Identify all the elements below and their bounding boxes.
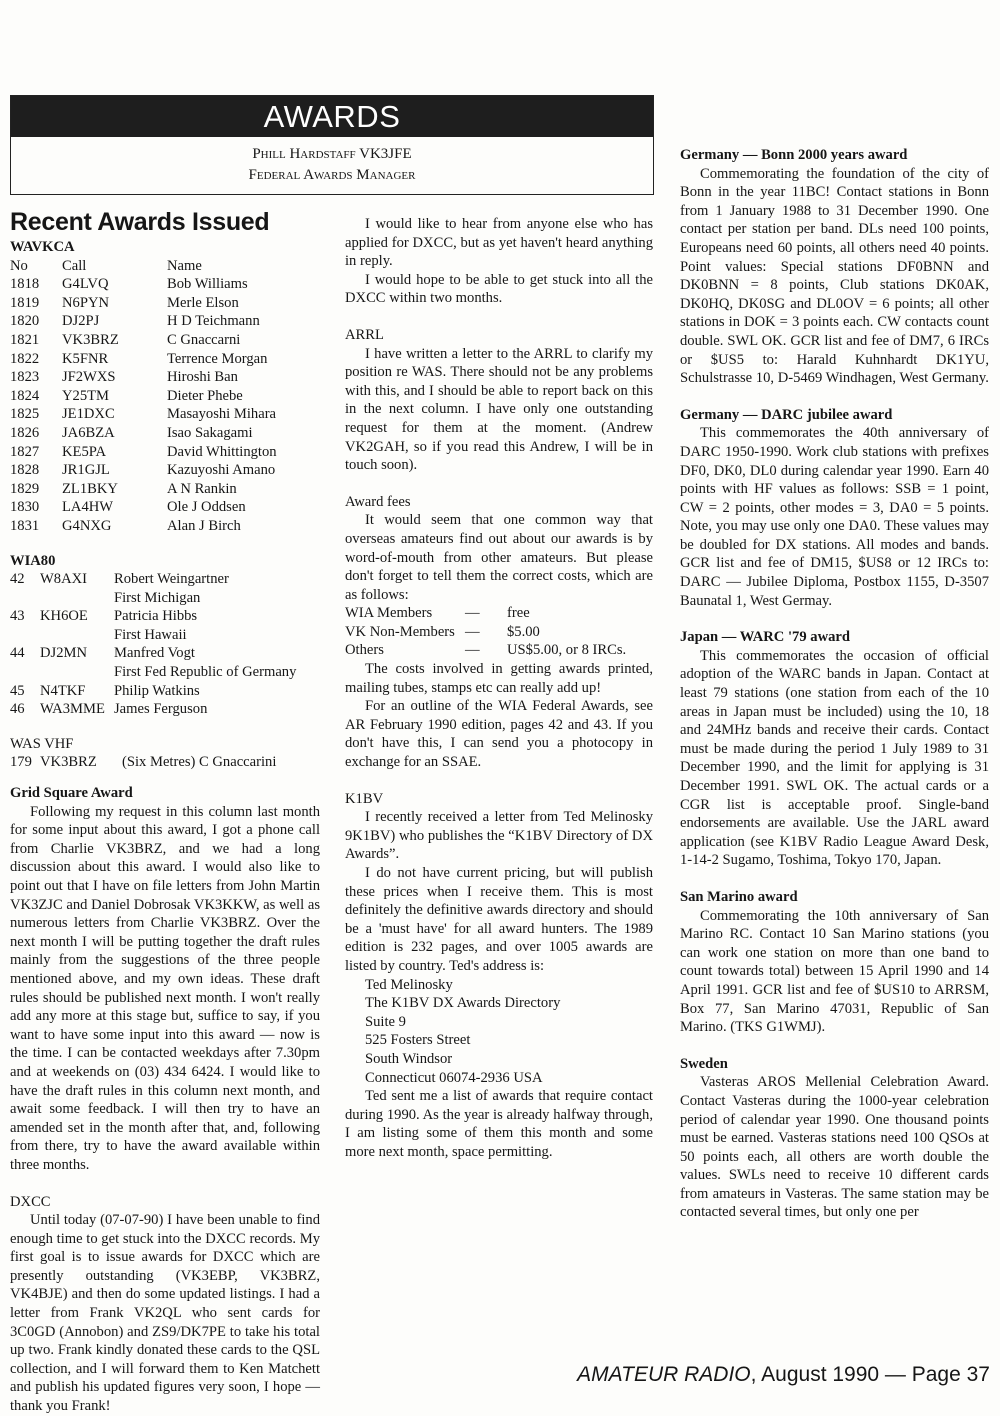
table-cell: First Hawaii <box>114 626 187 643</box>
table-row <box>10 368 277 387</box>
table-cell: DJ2PJ <box>62 313 100 330</box>
k1bv-paragraph-3: Ted sent me a list of awards that require contact during 1990. As the year is already halfway through, I am listing some of them this month and some more next month, space permitting. <box>345 1088 653 1160</box>
fees-paragraph-3: For an outline of the WIA Federal Awards, see AR February 1990 edition, pages 42 and 43. If you don't have this, I can send you a photocopy in exchange for an SSAE. <box>345 698 653 771</box>
table-row <box>10 644 296 663</box>
table-cell: Y25TM <box>62 387 110 404</box>
section-title-bar: AWARDS <box>11 96 653 137</box>
table-row <box>10 275 277 294</box>
table-cell: — <box>465 605 480 622</box>
grid-heading: Grid Square Award <box>10 785 133 802</box>
table-row <box>10 350 277 369</box>
table-row <box>10 480 277 499</box>
table-row <box>10 570 296 589</box>
table-cell: JA6BZA <box>62 424 115 441</box>
table-cell: G4NXG <box>62 517 112 534</box>
column-middle <box>345 215 653 1162</box>
table-row <box>10 607 296 626</box>
table-cell: KH6OE <box>40 608 88 625</box>
darc-heading: Germany — DARC jubilee award <box>680 406 893 423</box>
table-row <box>10 294 277 313</box>
address-line: Suite 9 <box>365 1013 406 1030</box>
table-cell <box>10 589 40 608</box>
table-cell: 45 <box>10 682 25 699</box>
wasvhf-table <box>10 753 276 772</box>
table-cell: 1819 <box>10 294 40 311</box>
k1bv-paragraph-2: I do not have current pricing, but will publish these prices when I receive them. This is most definitely the definitive awards directory and should be a 'must have' for all award hunters. The 1989 edition is 232 pages, and over 1005 awards are listed by country. Ted's address is: <box>345 865 653 974</box>
table-row <box>10 312 277 331</box>
wasvhf-call: VK3BRZ <box>40 754 97 771</box>
page-footer <box>577 1362 990 1388</box>
issue-and-page: , August 1990 — Page 37 <box>750 1363 990 1386</box>
table-cell: H D Teichmann <box>167 313 260 330</box>
sanmarino-heading: San Marino award <box>680 888 798 905</box>
table-cell: G4LVQ <box>62 276 109 293</box>
table-cell: 43 <box>10 608 25 625</box>
address-line: South Windsor <box>365 1050 453 1067</box>
table-cell: Ole J Oddsen <box>167 499 246 516</box>
dxcc-paragraph-1: Until today (07-07-90) I have been unable to find enough time to get stuck into the DXCC records. My first goal is to issue awards for DXCC which are presently outstanding (VK3EBP, VK3BRZ, VK4BJE) and then do some updated listings. I had a letter from Frank VK2QL who sent cards for 3C0GD (Annobon) and ZS9/DK7PE to take his total up two. Frank kindly donated these cards to the QSL collection, and I will forward them to Ken Matchett and publish his updated figures very soon, I hope — thank you Frank! <box>10 1212 320 1415</box>
table-cell: First Michigan <box>114 589 201 606</box>
table-cell: KE5PA <box>62 443 107 460</box>
table-cell: WIA Members <box>345 605 433 622</box>
table-row <box>10 424 277 443</box>
table-cell: 1830 <box>10 499 40 516</box>
table-cell: A N Rankin <box>167 480 237 497</box>
table-cell: 1822 <box>10 350 40 367</box>
table-cell: W8AXI <box>40 571 88 588</box>
table-cell: James Ferguson <box>114 701 208 718</box>
table-row <box>10 589 296 608</box>
column-left <box>10 208 320 1416</box>
table-cell: 1820 <box>10 313 40 330</box>
table-cell: JE1DXC <box>62 406 115 423</box>
page-title: Recent Awards Issued <box>10 208 270 236</box>
wasvhf-name: (Six Metres) C Gnaccarini <box>122 754 277 771</box>
fees-paragraph-1: It would seem that one common way that overseas amateurs find out about our awards is by word-of-mouth from other amateurs. But please don't forget to tell them the correct costs, which are as follows: <box>345 512 653 603</box>
wasvhf-no: 179 <box>10 754 32 771</box>
table-cell: 46 <box>10 701 25 718</box>
table-cell: C Gnaccarni <box>167 331 241 348</box>
table-cell: VK3BRZ <box>62 331 119 348</box>
table-cell: K5FNR <box>62 350 109 367</box>
table-row <box>10 682 296 701</box>
table-cell: Alan J Birch <box>167 517 241 534</box>
table-row <box>10 331 277 350</box>
k1bv-address <box>345 976 653 1088</box>
table-cell: Kazuyoshi Amano <box>167 462 276 479</box>
table-cell: 42 <box>10 571 25 588</box>
table-cell: 44 <box>10 645 25 662</box>
table-cell: Isao Sakagami <box>167 424 253 441</box>
table-cell: Others <box>345 642 384 659</box>
fees-heading: Award fees <box>345 493 411 510</box>
table-row <box>10 405 277 424</box>
wavkca-label: WAVKCA <box>10 239 75 255</box>
bonn-heading: Germany — Bonn 2000 years award <box>680 147 908 163</box>
col-header: No <box>10 257 28 274</box>
table-cell: 1831 <box>10 517 40 534</box>
table-cell: David Whittington <box>167 443 277 460</box>
table-cell <box>40 626 114 645</box>
table-cell: 1818 <box>10 276 40 293</box>
wia80-table <box>10 570 296 719</box>
japan-paragraph: This commemorates the occasion of official adoption of the WARC bands in Japan. Contact at least 79 stations (one station from each of the 10 areas in Japan must be included) using the 10, 18 and 24MHz bands and receive their cards. Contact must be made during the period 1 July 1989 to 31 December 1990, and the limit for applying is 31 December 1991. SWL OK. The actual cards or a CGR list is acceptable proof. Single-band endorsements are available. Use the JARL award application (see K1BV Radio League Award Desk, 1-14-2 Sugamo, Toshima, Tokyo 170, Japan. <box>680 647 989 869</box>
arrl-heading: ARRL <box>345 326 384 343</box>
table-cell: 1821 <box>10 331 40 348</box>
k1bv-paragraph-1: I recently received a letter from Ted Melinosky 9K1BV) who publishes the “K1BV Directory of DX Awards”. <box>345 809 653 863</box>
address-line: The K1BV DX Awards Directory <box>365 995 561 1012</box>
column-header-box <box>10 95 654 195</box>
table-cell: free <box>507 605 530 622</box>
table-cell <box>40 589 114 608</box>
table-row <box>10 517 277 536</box>
table-cell: First Fed Republic of Germany <box>114 664 297 681</box>
table-cell: Masayoshi Mihara <box>167 406 277 423</box>
table-cell: N4TKF <box>40 682 86 699</box>
magazine-name: AMATEUR RADIO <box>577 1363 751 1386</box>
table-cell: WA3MME <box>40 701 105 718</box>
darc-paragraph: This commemorates the 40th anniversary of DARC 1950-1990. Work club stations with prefixes DF0, DK0, DL0 during calendar year 1990. Earn 40 points with HF values as follows: SSB = 1 point, CW = 2 points, other modes = 3, DA0 = 5 points. Note, you may use only one DA0. These values may be doubled for DX stations. All modes and bands. GCR list and fee of DM15, $US8 or 12 IRCs to: DARC — Jubilee Diploma, Postbox 1155, D-3507 Baunatal 1, West Germay. <box>680 425 989 609</box>
table-cell: DJ2MN <box>40 645 88 662</box>
table-cell: 1827 <box>10 443 40 460</box>
table-cell: 1824 <box>10 387 40 404</box>
table-cell: Manfred Vogt <box>114 645 195 662</box>
address-line: 525 Fosters Street <box>365 1032 471 1049</box>
table-cell: LA4HW <box>62 499 114 516</box>
table-cell <box>10 663 40 682</box>
dxcc-heading: DXCC <box>10 1193 51 1210</box>
table-cell: Hiroshi Ban <box>167 369 238 386</box>
table-cell: 1823 <box>10 369 40 386</box>
address-line: Connecticut 06074-2936 USA <box>365 1069 543 1086</box>
wavkca-table <box>10 257 277 536</box>
table-row <box>10 443 277 462</box>
address-line: Ted Melinosky <box>365 976 453 993</box>
table-cell: $5.00 <box>507 623 540 640</box>
grid-paragraph: Following my request in this column last month for some input about this award, I got a phone call from Charlie VK3BRZ, and we had a long discussion about this award. I would also like to point out that I have on file letters from John Martin VK3ZJC and Daniel Dobrosak VK3KKW, as well as numerous letters from Charlie VK3BRZ. Over the next month I will be putting together the draft rules mainly from the suggestions of the three people mentioned above, and my own ideas. These draft rules should be published next month. I won't really add any more at this stage but, suffice to say, if you want to have some input into this award — now is the time. I can be contacted weekdays after 7.30pm and at weekends on (03) 434 6424. I would like to have the draft rules in this column next month, and await some feedback. I will then try to have an amended set in the month after that, and, following from there, try to have the award available within three months. <box>10 803 320 1173</box>
dxcc-paragraph-3: I would hope to be able to get stuck into all the DXCC within two months. <box>345 271 653 307</box>
table-cell: Bob Williams <box>167 276 248 293</box>
table-cell: 1825 <box>10 406 40 423</box>
table-cell: Philip Watkins <box>114 682 200 699</box>
table-cell <box>40 663 114 682</box>
fee-row <box>345 604 626 623</box>
table-row <box>10 626 296 645</box>
table-cell: Dieter Phebe <box>167 387 243 404</box>
k1bv-heading: K1BV <box>345 790 384 807</box>
table-cell: Terrence Morgan <box>167 350 268 367</box>
table-row <box>10 387 277 406</box>
fees-paragraph-2: The costs involved in getting awards printed, mailing tubes, stamps etc can really add up! <box>345 661 653 696</box>
author-role: Federal Awards Manager <box>248 167 416 183</box>
fee-row <box>345 623 626 642</box>
bonn-paragraph: Commemorating the foundation of the city of Bonn in the year 11BC! Contact stations in Bonn from 1 January 1988 to 31 December 1990. One contact per station per band. DLs need 100 points, Europeans need 60 points, all others need 40 points. Point values: Special stations DF0BNN and DK0BNN = 8 points, Club stations DK0AK, DK0HQ, DK0SG and DL0OV = 6 points; all other stations in DOK = 3 points each. CW contacts count double. SWL OK. GCR list and fee of DM7, 6 IRCs or $US5 to: Harald Kuhnhardt DK1YU, Schulstrasse 10, D-5469 Windhagen, West Germany. <box>680 165 989 387</box>
table-cell: VK Non-Members <box>345 623 455 640</box>
arrl-paragraph: I have written a letter to the ARRL to clarify my position re WAS. There should not be any problems with this, and I should be able to report back on this in the next column. I have only one outstanding request for them at the moment. (Andrew VK2GAH, so if you read this Andrew, I will be in touch soon). <box>345 345 653 474</box>
table-cell: — <box>465 623 480 640</box>
author-line: Phill Hardstaff VK3JFE <box>252 146 412 162</box>
table-cell: Robert Weingartner <box>114 571 229 588</box>
col-header: Call <box>62 257 87 274</box>
sweden-heading: Sweden <box>680 1055 728 1072</box>
table-cell: JR1GJL <box>62 462 110 479</box>
table-cell: Merle Elson <box>167 294 239 311</box>
table-row <box>10 498 277 517</box>
table-row <box>10 700 296 719</box>
dxcc-paragraph-2: I would like to hear from anyone else who has applied for DXCC, but as yet haven't heard anything in reply. <box>345 216 653 270</box>
wasvhf-label: WAS VHF <box>10 735 74 752</box>
table-cell <box>10 626 40 645</box>
table-row <box>10 663 296 682</box>
fee-row <box>345 641 626 660</box>
table-cell: 1829 <box>10 480 40 497</box>
sweden-paragraph: Vasteras AROS Mellenial Celebration Award. Contact Vasteras during the 1000-year celebration period of calendar year 1990. One thousand points must be earned. Vasteras stations need 100 QSOs at 50 points each, all others are worth double the values. SWLs need to receive 10 different cards from amateurs in Vasteras. The same station may be contacted several times, but only one per <box>680 1074 989 1221</box>
table-cell: US$5.00, or 8 IRCs. <box>507 642 627 659</box>
wia80-label: WIA80 <box>10 552 56 569</box>
table-cell: N6PYN <box>62 294 110 311</box>
table-cell: ZL1BKY <box>62 480 118 497</box>
table-cell: — <box>465 642 480 659</box>
japan-heading: Japan — WARC '79 award <box>680 629 851 646</box>
column-right <box>680 108 989 1222</box>
table-cell: Patricia Hibbs <box>114 608 198 625</box>
table-cell: JF2WXS <box>62 369 116 386</box>
fees-table <box>345 604 626 660</box>
col-header: Name <box>167 257 202 274</box>
table-row <box>10 461 277 480</box>
table-cell: 1828 <box>10 462 40 479</box>
sanmarino-paragraph: Commemorating the 10th anniversary of San Marino RC. Contact 10 San Marino stations (you can work one station on more than one band to count towards total) between 15 April 1990 and 14 April 1991. GCR list and fee of $US10 to ARRSM, Box 77, San Marino 47031, Republic of San Marino. (TKS G1WMJ). <box>680 907 989 1036</box>
table-cell: 1826 <box>10 424 40 441</box>
